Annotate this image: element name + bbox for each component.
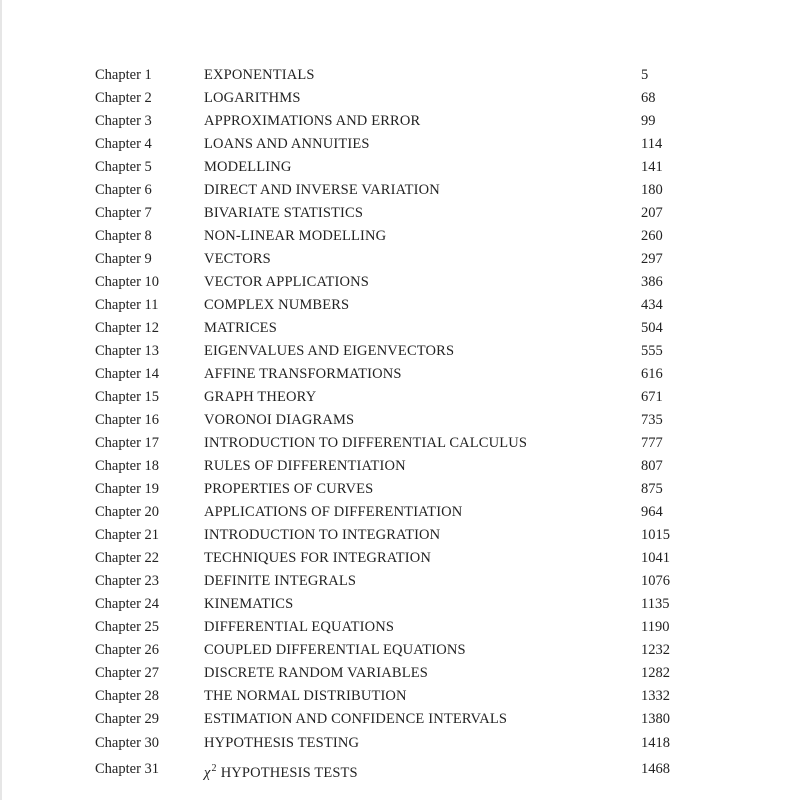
toc-entry (0, 759, 800, 779)
toc-entry (0, 548, 800, 568)
chapter-page-number: 1380 (641, 711, 670, 727)
toc-entry (0, 318, 800, 338)
toc-entry (0, 571, 800, 591)
chapter-page-number: 180 (641, 182, 663, 198)
chapter-label: Chapter 15 (95, 389, 160, 405)
chapter-page-number: 504 (641, 320, 663, 336)
chapter-label: Chapter 29 (95, 711, 160, 727)
chapter-page-number: 735 (641, 412, 663, 428)
toc-entry (0, 594, 800, 614)
chapter-page-number: 1332 (641, 688, 670, 704)
chapter-title: MATRICES (204, 320, 277, 336)
chapter-page-number: 141 (641, 159, 663, 175)
chapter-title: INTRODUCTION TO DIFFERENTIAL CALCULUS (204, 435, 528, 451)
chapter-title: DISCRETE RANDOM VARIABLES (204, 665, 428, 681)
chapter-label: Chapter 12 (95, 320, 160, 336)
chi-symbol: χ (204, 765, 211, 781)
chapter-title: LOANS AND ANNUITIES (204, 136, 370, 152)
chapter-page-number: 807 (641, 458, 663, 474)
chapter-label: Chapter 28 (95, 688, 160, 704)
chapter-page-number: 68 (641, 90, 656, 106)
chapter-title: GRAPH THEORY (204, 389, 317, 405)
chapter-label: Chapter 26 (95, 642, 160, 658)
chapter-title: AFFINE TRANSFORMATIONS (204, 366, 402, 382)
chapter-label: Chapter 22 (95, 550, 160, 566)
chapter-title: TECHNIQUES FOR INTEGRATION (204, 550, 432, 566)
chapter-label: Chapter 16 (95, 412, 160, 428)
toc-entry (0, 341, 800, 361)
chapter-page-number: 1135 (641, 596, 670, 612)
chapter-title: BIVARIATE STATISTICS (204, 205, 364, 221)
chapter-title: RULES OF DIFFERENTIATION (204, 458, 406, 474)
chapter-page-number: 99 (641, 113, 656, 129)
chapter-title: VECTORS (204, 251, 271, 267)
chapter-title: LOGARITHMS (204, 90, 301, 106)
chapter-title: ESTIMATION AND CONFIDENCE INTERVALS (204, 711, 508, 727)
chi-superscript: 2 (211, 763, 217, 774)
chapter-title: DEFINITE INTEGRALS (204, 573, 357, 589)
chapter-label: Chapter 1 (95, 67, 152, 83)
toc-entry (0, 709, 800, 729)
chapter-title: DIFFERENTIAL EQUATIONS (204, 619, 395, 635)
chapter-title: INTRODUCTION TO INTEGRATION (204, 527, 441, 543)
chapter-title: VORONOI DIAGRAMS (204, 412, 355, 428)
toc-entry (0, 640, 800, 660)
chapter-title: COMPLEX NUMBERS (204, 297, 350, 313)
toc-entry (0, 134, 800, 154)
chapter-page-number: 875 (641, 481, 663, 497)
chapter-label: Chapter 19 (95, 481, 160, 497)
chapter-title: THE NORMAL DISTRIBUTION (204, 688, 407, 704)
toc-entry (0, 226, 800, 246)
toc-entry (0, 157, 800, 177)
chapter-title (204, 759, 358, 783)
toc-entry (0, 387, 800, 407)
chapter-page-number: 207 (641, 205, 663, 221)
toc-entry (0, 456, 800, 476)
toc-entry (0, 410, 800, 430)
chapter-label: Chapter 6 (95, 182, 152, 198)
chapter-page-number: 777 (641, 435, 663, 451)
chapter-title: HYPOTHESIS TESTING (204, 735, 360, 751)
toc-entry (0, 180, 800, 200)
chapter-page-number: 434 (641, 297, 663, 313)
chapter-title: APPROXIMATIONS AND ERROR (204, 113, 421, 129)
chapter-label: Chapter 25 (95, 619, 160, 635)
chapter-title: APPLICATIONS OF DIFFERENTIATION (204, 504, 463, 520)
toc-entry (0, 733, 800, 753)
chapter-page-number: 1041 (641, 550, 670, 566)
chapter-label: Chapter 30 (95, 735, 160, 751)
chapter-label: Chapter 17 (95, 435, 160, 451)
toc-entry (0, 686, 800, 706)
chapter-label: Chapter 24 (95, 596, 160, 612)
chapter-title: EXPONENTIALS (204, 67, 315, 83)
chapter-label: Chapter 31 (95, 761, 160, 777)
chapter-label: Chapter 7 (95, 205, 152, 221)
chapter-title: EIGENVALUES AND EIGENVECTORS (204, 343, 455, 359)
chapter-title: DIRECT AND INVERSE VARIATION (204, 182, 440, 198)
toc-entry (0, 111, 800, 131)
chapter-page-number: 964 (641, 504, 663, 520)
chapter-page-number: 671 (641, 389, 663, 405)
chapter-label: Chapter 13 (95, 343, 160, 359)
chapter-title: PROPERTIES OF CURVES (204, 481, 374, 497)
chapter-page-number: 1468 (641, 761, 670, 777)
chapter-label: Chapter 9 (95, 251, 152, 267)
toc-entry (0, 203, 800, 223)
chapter-page-number: 297 (641, 251, 663, 267)
toc-entry (0, 479, 800, 499)
chapter-label: Chapter 21 (95, 527, 160, 543)
toc-entry (0, 88, 800, 108)
chapter-label: Chapter 3 (95, 113, 152, 129)
toc-entry (0, 617, 800, 637)
chapter-page-number: 386 (641, 274, 663, 290)
chapter-label: Chapter 10 (95, 274, 160, 290)
toc-entry (0, 295, 800, 315)
toc-entry (0, 65, 800, 85)
chapter-page-number: 1076 (641, 573, 670, 589)
chapter-label: Chapter 20 (95, 504, 160, 520)
toc-entry (0, 364, 800, 384)
toc-entry (0, 502, 800, 522)
chapter-label: Chapter 11 (95, 297, 159, 313)
chapter-page-number: 1015 (641, 527, 670, 543)
chapter-title: MODELLING (204, 159, 292, 175)
chapter-title-text: HYPOTHESIS TESTS (220, 765, 358, 781)
toc-entry (0, 525, 800, 545)
toc-entry (0, 433, 800, 453)
toc-entry (0, 663, 800, 683)
chapter-page-number: 1418 (641, 735, 670, 751)
chapter-label: Chapter 5 (95, 159, 152, 175)
chapter-label: Chapter 14 (95, 366, 160, 382)
toc-entry (0, 249, 800, 269)
chapter-title: KINEMATICS (204, 596, 294, 612)
chapter-page-number: 616 (641, 366, 663, 382)
chapter-label: Chapter 2 (95, 90, 152, 106)
chapter-page-number: 5 (641, 67, 649, 83)
chapter-label: Chapter 8 (95, 228, 152, 244)
chapter-page-number: 1282 (641, 665, 670, 681)
chapter-page-number: 260 (641, 228, 663, 244)
chapter-page-number: 1232 (641, 642, 670, 658)
toc-entry (0, 272, 800, 292)
chapter-page-number: 555 (641, 343, 663, 359)
chapter-title: COUPLED DIFFERENTIAL EQUATIONS (204, 642, 466, 658)
chapter-label: Chapter 18 (95, 458, 160, 474)
chapter-title: NON-LINEAR MODELLING (204, 228, 387, 244)
chapter-label: Chapter 27 (95, 665, 160, 681)
chapter-label: Chapter 4 (95, 136, 152, 152)
chapter-page-number: 1190 (641, 619, 670, 635)
chapter-label: Chapter 23 (95, 573, 160, 589)
chapter-page-number: 114 (641, 136, 663, 152)
chapter-title: VECTOR APPLICATIONS (204, 274, 369, 290)
